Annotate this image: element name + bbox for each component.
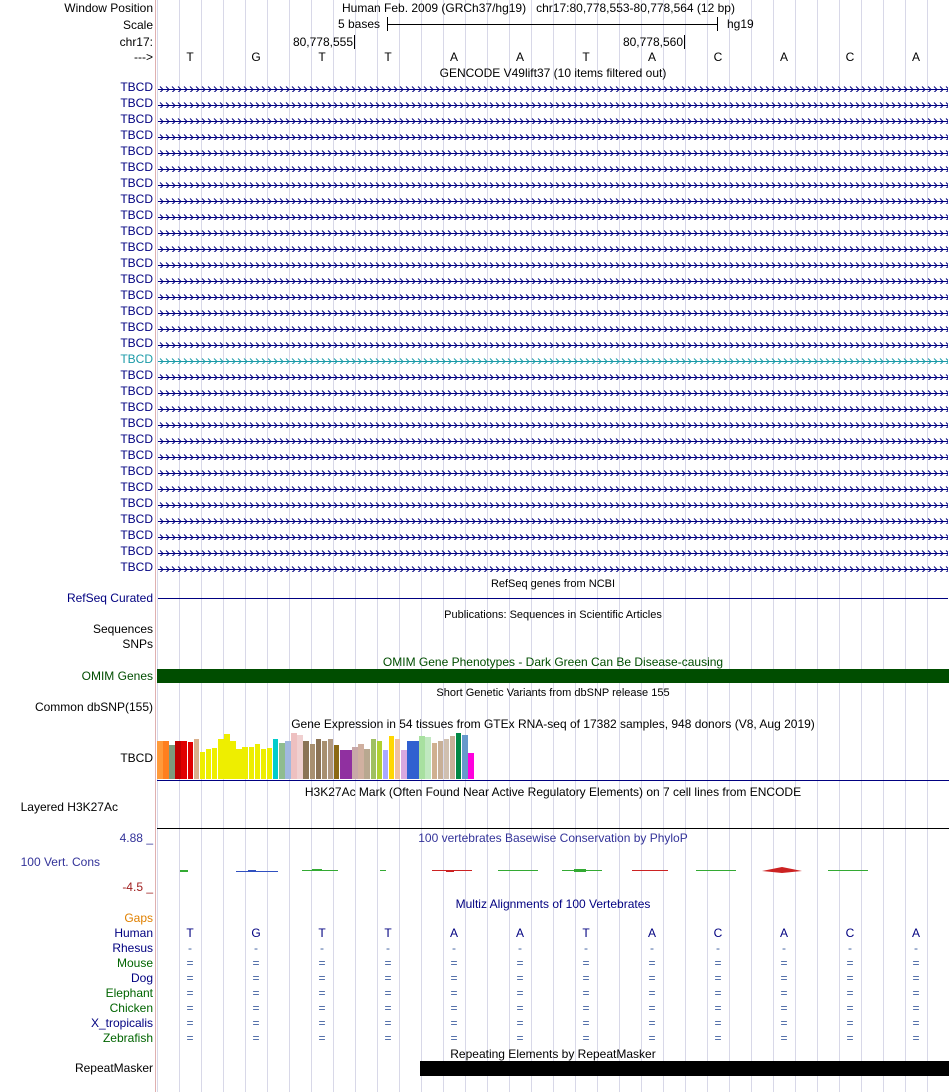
gtex-tissue-bar[interactable] [224, 734, 230, 779]
multiz-base: = [516, 986, 524, 1000]
multiz-base: = [318, 1031, 326, 1045]
gtex-tissue-bar[interactable] [267, 748, 273, 779]
gtex-tissue-bar[interactable] [340, 750, 346, 779]
gtex-tissue-bar[interactable] [462, 735, 468, 779]
multiz-species-label[interactable]: Dog [130, 971, 153, 985]
multiz-base: = [186, 971, 194, 985]
omim-track-label[interactable]: OMIM Genes [81, 669, 153, 683]
phylop-conservation-graph[interactable] [0, 860, 950, 882]
sequence-base: A [647, 50, 656, 64]
multiz-base: = [384, 956, 392, 970]
multiz-base: = [912, 1031, 920, 1045]
multiz-base: = [912, 956, 920, 970]
repeatmasker-track-label[interactable]: RepeatMasker [74, 1061, 153, 1075]
multiz-base: = [648, 956, 656, 970]
multiz-base: A [647, 926, 656, 940]
multiz-base: = [846, 1016, 854, 1030]
gtex-tissue-bar[interactable] [297, 735, 303, 779]
multiz-base: = [780, 1001, 788, 1015]
window-position-label: Window Position [64, 1, 153, 15]
chrom-label: chr17: [119, 35, 153, 49]
gencode-transcript[interactable] [158, 147, 948, 156]
gencode-transcript[interactable] [158, 435, 948, 444]
multiz-gaps-label[interactable]: Gaps [124, 911, 153, 925]
multiz-base: = [252, 1016, 260, 1030]
multiz-base: = [516, 1001, 524, 1015]
gtex-tissue-bar[interactable] [230, 741, 236, 779]
gtex-tissue-bar[interactable] [255, 744, 261, 779]
multiz-base: A [515, 926, 524, 940]
sequence-base: T [318, 50, 326, 64]
refseq-track-title[interactable]: RefSeq genes from NCBI [490, 578, 616, 590]
multiz-base: = [252, 956, 260, 970]
sequence-base: C [845, 50, 855, 64]
gtex-tissue-bar[interactable] [456, 733, 462, 779]
gencode-transcript-label[interactable]: TBCD [120, 512, 153, 526]
dbsnp-track-title[interactable]: Short Genetic Variants from dbSNP release 155 [436, 687, 670, 699]
multiz-species-label[interactable]: Human [114, 926, 153, 940]
phylop-track-label[interactable]: 100 Vert. Cons [20, 855, 100, 869]
gencode-transcript-label[interactable]: TBCD [120, 272, 153, 286]
gtex-tissue-bar[interactable] [291, 733, 297, 779]
multiz-base: = [582, 1001, 590, 1015]
gencode-transcript[interactable] [158, 83, 948, 92]
gtex-tissue-bar[interactable] [425, 737, 431, 779]
gencode-transcript-label[interactable]: TBCD [120, 144, 153, 158]
coord-right: 80,778,560 [622, 35, 683, 49]
multiz-base: = [384, 1031, 392, 1045]
multiz-base: = [516, 971, 524, 985]
multiz-base: = [318, 956, 326, 970]
multiz-base: = [450, 956, 458, 970]
gencode-transcript[interactable] [158, 243, 948, 252]
gtex-tissue-bar[interactable] [316, 739, 322, 779]
multiz-base: G [251, 926, 261, 940]
gtex-tissue-bar[interactable] [200, 752, 206, 779]
multiz-base: = [582, 1031, 590, 1045]
gtex-tissue-bar[interactable] [194, 739, 200, 779]
multiz-base: A [911, 926, 920, 940]
multiz-base: = [384, 986, 392, 1000]
gtex-tissue-bar[interactable] [236, 749, 242, 779]
multiz-base: - [914, 941, 918, 955]
multiz-base: = [648, 986, 656, 1000]
gencode-transcript-label[interactable]: TBCD [120, 96, 153, 110]
multiz-base: = [714, 956, 722, 970]
multiz-track-title[interactable]: Multiz Alignments of 100 Vertebrates [455, 897, 651, 911]
multiz-base: = [516, 1031, 524, 1045]
multiz-base: - [386, 941, 390, 955]
multiz-base: T [318, 926, 326, 940]
multiz-base: = [582, 986, 590, 1000]
multiz-base: - [518, 941, 522, 955]
dbsnp-track-label[interactable]: Common dbSNP(155) [34, 700, 153, 714]
refseq-gene-line[interactable] [158, 598, 948, 599]
multiz-base: = [252, 986, 260, 1000]
gtex-tissue-bar[interactable] [273, 739, 279, 779]
multiz-base: = [516, 1016, 524, 1030]
gencode-transcript[interactable] [158, 323, 948, 332]
multiz-base: T [186, 926, 194, 940]
multiz-base: = [384, 1016, 392, 1030]
scale-bar [387, 24, 718, 25]
gtex-baseline [157, 780, 949, 781]
multiz-base: = [186, 1001, 194, 1015]
multiz-base: = [846, 956, 854, 970]
multiz-base: - [320, 941, 324, 955]
multiz-base: C [845, 926, 855, 940]
gtex-tissue-bar[interactable] [346, 750, 352, 779]
gencode-transcript[interactable] [158, 419, 948, 428]
sequence-base: A [911, 50, 920, 64]
gtex-tissue-bar[interactable] [377, 741, 383, 779]
multiz-base: = [846, 971, 854, 985]
gencode-transcript-label[interactable]: TBCD [120, 192, 153, 206]
gencode-transcript-label[interactable]: TBCD [120, 208, 153, 222]
multiz-base: - [782, 941, 786, 955]
multiz-base: = [582, 956, 590, 970]
gencode-transcript[interactable] [158, 371, 948, 380]
multiz-base: = [450, 971, 458, 985]
gtex-tissue-bar[interactable] [389, 736, 395, 779]
publications-sequences-label[interactable]: Sequences [92, 622, 153, 636]
gencode-transcript-label[interactable]: TBCD [120, 304, 153, 318]
gencode-transcript[interactable] [158, 387, 948, 396]
gtex-tissue-bar[interactable] [371, 739, 377, 779]
multiz-base: = [450, 1001, 458, 1015]
multiz-species-label[interactable]: Zebrafish [102, 1031, 153, 1045]
multiz-species-label[interactable]: Rhesus [112, 941, 153, 955]
gtex-tissue-bar[interactable] [188, 742, 194, 779]
gencode-transcript[interactable] [158, 131, 948, 140]
multiz-base: = [450, 1031, 458, 1045]
gtex-tissue-bar[interactable] [181, 741, 187, 779]
publications-track-title[interactable]: Publications: Sequences in Scientific Articles [444, 609, 662, 621]
multiz-base: = [648, 1016, 656, 1030]
gencode-transcript[interactable] [158, 211, 948, 220]
gtex-tissue-bar[interactable] [328, 739, 334, 779]
multiz-base: = [318, 986, 326, 1000]
gencode-transcript-label[interactable]: TBCD [120, 128, 153, 142]
multiz-base: = [384, 971, 392, 985]
gencode-transcript[interactable] [158, 99, 948, 108]
gtex-tissue-bar[interactable] [444, 739, 450, 779]
gencode-transcript[interactable] [158, 291, 948, 300]
gencode-transcript-label[interactable]: TBCD [120, 400, 153, 414]
gtex-tissue-bar[interactable] [450, 736, 456, 779]
multiz-base: - [188, 941, 192, 955]
gencode-transcript[interactable] [158, 355, 948, 364]
gencode-transcript[interactable] [158, 179, 948, 188]
multiz-base: - [650, 941, 654, 955]
gencode-transcript[interactable] [158, 499, 948, 508]
multiz-base: = [318, 1016, 326, 1030]
gtex-track-label[interactable]: TBCD [120, 751, 153, 765]
phylop-track-title[interactable]: 100 vertebrates Basewise Conservation by PhyloP [418, 831, 688, 845]
scale-bar-right-tick [717, 17, 718, 31]
multiz-base: - [716, 941, 720, 955]
multiz-base: = [912, 971, 920, 985]
omim-gene-bar[interactable] [157, 669, 949, 683]
gencode-transcript-label[interactable]: TBCD [120, 224, 153, 238]
phylop-min-label: -4.5 _ [122, 880, 153, 894]
multiz-base: - [584, 941, 588, 955]
multiz-base: - [452, 941, 456, 955]
gencode-transcript[interactable] [158, 547, 948, 556]
multiz-base: = [648, 971, 656, 985]
h3k27ac-track-label[interactable]: Layered H3K27Ac [20, 800, 118, 814]
gencode-transcript-label[interactable]: TBCD [120, 240, 153, 254]
multiz-base: = [318, 971, 326, 985]
gencode-transcript[interactable] [158, 563, 948, 572]
sequence-base: A [449, 50, 458, 64]
gencode-transcript-label[interactable]: TBCD [120, 256, 153, 270]
label-gutter-divider [155, 0, 156, 1092]
multiz-base: = [318, 1001, 326, 1015]
gencode-transcript-label[interactable]: TBCD [120, 544, 153, 558]
multiz-base: = [714, 1031, 722, 1045]
sequence-base: A [779, 50, 788, 64]
repeatmasker-track-title[interactable]: Repeating Elements by RepeatMasker [450, 1047, 656, 1061]
multiz-base: = [714, 1016, 722, 1030]
gtex-tissue-bar[interactable] [218, 739, 224, 779]
multiz-base: T [384, 926, 392, 940]
gencode-transcript[interactable] [158, 467, 948, 476]
gencode-transcript[interactable] [158, 259, 948, 268]
coord-right-tick [684, 35, 685, 49]
gtex-tissue-bar[interactable] [242, 747, 248, 779]
gencode-transcript-label[interactable]: TBCD [120, 352, 153, 366]
coord-left-tick [354, 35, 355, 49]
gtex-tissue-bar[interactable] [432, 743, 438, 779]
multiz-base: T [582, 926, 590, 940]
assembly-title: Human Feb. 2009 (GRCh37/hg19) [342, 1, 527, 15]
gtex-tissue-bar[interactable] [407, 741, 413, 779]
gtex-tissue-bar[interactable] [322, 741, 328, 779]
gtex-tissue-bar[interactable] [358, 744, 364, 779]
multiz-base: = [252, 1001, 260, 1015]
gencode-transcript-label[interactable]: TBCD [120, 288, 153, 302]
gtex-tissue-bar[interactable] [303, 741, 309, 779]
gtex-tissue-bar[interactable] [285, 741, 291, 779]
phylop-max-label: 4.88 _ [119, 831, 153, 845]
multiz-base: = [780, 956, 788, 970]
sequence-base: T [186, 50, 194, 64]
multiz-base: = [186, 1016, 194, 1030]
multiz-base: - [848, 941, 852, 955]
gencode-transcript[interactable] [158, 403, 948, 412]
multiz-base: = [780, 1031, 788, 1045]
multiz-base: = [846, 1031, 854, 1045]
gencode-transcript-label[interactable]: TBCD [120, 80, 153, 94]
strand-label: ---> [134, 50, 153, 64]
multiz-base: = [516, 956, 524, 970]
h3k27ac-track-title[interactable]: H3K27Ac Mark (Often Found Near Active Regulatory Elements) on 7 cell lines from ENCODE [304, 785, 802, 799]
multiz-species-label[interactable]: X_tropicalis [90, 1016, 153, 1030]
refseq-track-label[interactable]: RefSeq Curated [66, 591, 153, 605]
multiz-base: C [713, 926, 723, 940]
repeatmasker-element[interactable] [420, 1061, 949, 1076]
gtex-tissue-bar[interactable] [468, 753, 474, 779]
gencode-transcript-label[interactable]: TBCD [120, 336, 153, 350]
gencode-transcript-label[interactable]: TBCD [120, 368, 153, 382]
gencode-transcript-label[interactable]: TBCD [120, 432, 153, 446]
gencode-transcript-label[interactable]: TBCD [120, 448, 153, 462]
gtex-tissue-bar[interactable] [419, 736, 425, 779]
gtex-tissue-bar[interactable] [383, 750, 389, 779]
gencode-transcript-label[interactable]: TBCD [120, 464, 153, 478]
assembly-position-header [342, 1, 735, 15]
multiz-base: = [648, 1031, 656, 1045]
gtex-tissue-bar[interactable] [206, 749, 212, 779]
scale-label: Scale [122, 18, 153, 32]
multiz-base: = [186, 956, 194, 970]
position-readout: chr17:80,778,553-80,778,564 (12 bp) [536, 1, 735, 15]
multiz-base: = [450, 1016, 458, 1030]
gencode-transcript[interactable] [158, 227, 948, 236]
assembly-label: hg19 [727, 17, 754, 31]
gtex-tissue-bar[interactable] [334, 745, 340, 779]
gencode-transcript-label[interactable]: TBCD [120, 416, 153, 430]
multiz-base: = [780, 1016, 788, 1030]
multiz-species-label[interactable]: Mouse [116, 956, 153, 970]
gencode-transcript-label[interactable]: TBCD [120, 480, 153, 494]
gencode-transcript[interactable] [158, 451, 948, 460]
gtex-tissue-bar[interactable] [175, 741, 181, 779]
multiz-species-label[interactable]: Chicken [109, 1001, 153, 1015]
multiz-base: = [846, 986, 854, 1000]
multiz-base: = [252, 1031, 260, 1045]
gencode-transcript-label[interactable]: TBCD [120, 176, 153, 190]
multiz-base: = [186, 1031, 194, 1045]
multiz-base: = [846, 1001, 854, 1015]
gtex-tissue-bar[interactable] [310, 744, 316, 779]
gtex-tissue-bar[interactable] [212, 748, 218, 779]
gtex-tissue-bar[interactable] [395, 739, 401, 779]
omim-track-title[interactable]: OMIM Gene Phenotypes - Dark Green Can Be Disease-causing [382, 655, 724, 669]
gtex-tissue-bar[interactable] [401, 750, 407, 779]
gencode-transcript-label[interactable]: TBCD [120, 560, 153, 574]
gtex-tissue-bar[interactable] [352, 747, 358, 779]
h3k27ac-baseline [157, 828, 949, 829]
gencode-transcript[interactable] [158, 275, 948, 284]
gtex-tissue-bar[interactable] [157, 741, 163, 779]
sequence-base: T [582, 50, 590, 64]
multiz-base: A [449, 926, 458, 940]
multiz-base: = [450, 986, 458, 1000]
multiz-base: = [780, 986, 788, 1000]
coord-left: 80,778,555 [292, 35, 353, 49]
multiz-base: = [384, 1001, 392, 1015]
gencode-transcript[interactable] [158, 307, 948, 316]
sequence-base: G [251, 50, 261, 64]
publications-snps-label[interactable]: SNPs [122, 637, 153, 651]
gtex-tissue-bar[interactable] [261, 749, 267, 779]
multiz-base: = [648, 1001, 656, 1015]
gtex-tissue-bar[interactable] [413, 741, 419, 779]
multiz-base: = [780, 971, 788, 985]
gencode-transcript[interactable] [158, 163, 948, 172]
multiz-base: = [714, 971, 722, 985]
scale-text: 5 bases [338, 17, 381, 31]
gencode-transcript-label[interactable]: TBCD [120, 112, 153, 126]
multiz-species-label[interactable]: Elephant [105, 986, 153, 1000]
multiz-base: = [912, 986, 920, 1000]
gencode-track-title[interactable]: GENCODE V49lift37 (10 items filtered out) [439, 66, 667, 80]
gtex-tissue-bar[interactable] [249, 747, 255, 779]
multiz-base: = [912, 1016, 920, 1030]
gtex-tissue-bar[interactable] [163, 741, 169, 779]
gencode-transcript-label[interactable]: TBCD [120, 496, 153, 510]
gencode-transcript-label[interactable]: TBCD [120, 384, 153, 398]
gtex-tissue-bar[interactable] [169, 745, 175, 779]
multiz-base: = [714, 986, 722, 1000]
multiz-base: = [912, 1001, 920, 1015]
multiz-base: = [186, 986, 194, 1000]
gencode-transcript[interactable] [158, 483, 948, 492]
multiz-base: = [714, 1001, 722, 1015]
gencode-transcript-label[interactable]: TBCD [120, 528, 153, 542]
gtex-tissue-bar[interactable] [279, 743, 285, 779]
multiz-base: = [252, 971, 260, 985]
gencode-transcript[interactable] [158, 531, 948, 540]
sequence-base: C [713, 50, 723, 64]
gencode-transcript[interactable] [158, 115, 948, 124]
gtex-track-title[interactable]: Gene Expression in 54 tissues from GTEx RNA-seq of 17382 samples, 948 donors (V8, Aug 2019) [291, 717, 815, 731]
multiz-base: = [582, 971, 590, 985]
multiz-base: - [254, 941, 258, 955]
gencode-transcript[interactable] [158, 339, 948, 348]
gencode-transcript[interactable] [158, 515, 948, 524]
multiz-base: = [582, 1016, 590, 1030]
gtex-tissue-bar[interactable] [438, 741, 444, 779]
gencode-transcript-label[interactable]: TBCD [120, 320, 153, 334]
multiz-base: A [779, 926, 788, 940]
gtex-tissue-bar[interactable] [364, 749, 370, 779]
gencode-transcript-label[interactable]: TBCD [120, 160, 153, 174]
sequence-base: A [515, 50, 524, 64]
sequence-base: T [384, 50, 392, 64]
gencode-transcript[interactable] [158, 195, 948, 204]
